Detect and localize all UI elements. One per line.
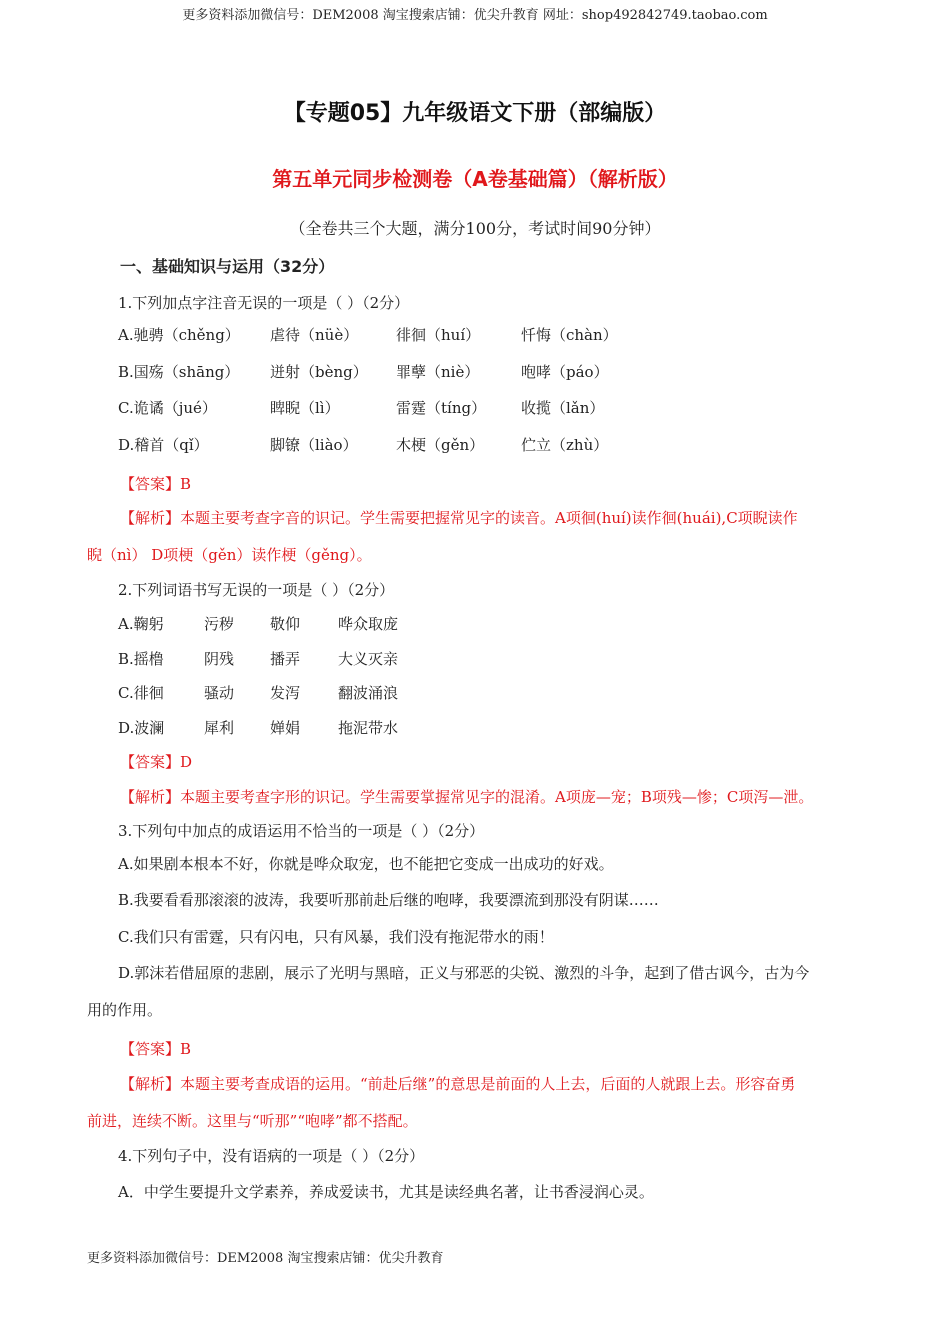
q1-option-a-2: 虐待（nüè） (270, 326, 359, 344)
q2-option-c-3: 发泻 (270, 684, 301, 702)
q4-option-a: A．中学生要提升文学素养，养成爱读书，尤其是读经典名著，让书香浸润心灵。 (118, 1183, 654, 1201)
q3-explanation-line2: 前进，连续不断。这里与“听那”“咆哮”都不搭配。 (87, 1112, 418, 1130)
q3-option-b: B.我要看看那滚滚的波涛，我要听那前赴后继的咆哮，我要漂流到那没有阴谋…… (118, 891, 659, 909)
q2-option-b-1: B.摇橹 (118, 650, 164, 668)
q1-option-d-2: 脚镣（liào） (270, 436, 358, 454)
q2-option-c-2: 骚动 (204, 684, 235, 702)
q3-option-d-line1: D.郭沫若借屈原的悲剧，展示了光明与黑暗，正义与邪恶的尖锐、激烈的斗争，起到了借古讽今，古为今 (118, 964, 810, 982)
q1-option-d-3: 木梗（gěn） (396, 436, 485, 454)
q1-option-a-1: A.驰骋（chěng） (118, 326, 240, 344)
q2-option-b-2: 阴残 (204, 650, 235, 668)
q2-answer: 【答案】D (120, 753, 193, 771)
document-subtitle: 第五单元同步检测卷（A卷基础篇）（解析版） (272, 167, 678, 191)
q2-option-d-4: 拖泥带水 (338, 719, 399, 737)
q1-option-d-1: D.稽首（qǐ） (118, 436, 209, 454)
q2-option-a-2: 污秽 (204, 615, 235, 633)
q2-explanation: 【解析】本题主要考查字形的识记。学生需要掌握常见字的混淆。A项庞—宠；B项残—惨；C项泻—泄。 (120, 788, 814, 806)
q1-option-c-1: C.诡谲（jué） (118, 399, 217, 417)
q2-option-a-4: 哗众取庞 (338, 615, 399, 633)
section-heading: 一、基础知识与运用（32分） (120, 257, 335, 276)
q1-answer: 【答案】B (120, 475, 192, 493)
q1-option-c-4: 收揽（lǎn） (521, 399, 605, 417)
q2-option-d-1: D.波澜 (118, 719, 165, 737)
q3-option-a: A.如果剧本根本不好，你就是哗众取宠，也不能把它变成一出成功的好戏。 (118, 855, 614, 873)
q2-option-d-3: 婵娟 (270, 719, 301, 737)
question-2-stem: 2.下列词语书写无误的一项是（ ）（2分） (118, 581, 395, 599)
q2-option-c-1: C.徘徊 (118, 684, 164, 702)
q2-option-a-1: A.鞠躬 (118, 615, 164, 633)
q1-option-b-3: 罪孽（niè） (396, 363, 480, 381)
question-1-stem: 1.下列加点字注音无误的一项是（ ）（2分） (118, 294, 410, 312)
q2-option-a-3: 敬仰 (270, 615, 301, 633)
q2-option-b-3: 播弄 (270, 650, 301, 668)
q1-option-d-4: 伫立（zhù） (521, 436, 609, 454)
q1-option-b-1: B.国殇（shāng） (118, 363, 240, 381)
q1-option-b-4: 咆哮（páo） (521, 363, 609, 381)
document-title: 【专题05】九年级语文下册（部编版） (283, 101, 667, 126)
q3-explanation-line1: 【解析】本题主要考查成语的运用。“前赴后继”的意思是前面的人上去，后面的人就跟上去。形容奋勇 (120, 1075, 796, 1093)
q1-explanation-line1: 【解析】本题主要考查字音的识记。学生需要把握常见字的读音。A项徊(huí)读作徊(huái),C项睨读作 (120, 509, 798, 527)
q2-option-b-4: 大义灭亲 (338, 650, 399, 668)
q1-option-c-3: 雷霆（tíng） (396, 399, 487, 417)
q1-option-c-2: 睥睨（lì） (270, 399, 340, 417)
question-3-stem: 3.下列句中加点的成语运用不恰当的一项是（ ）（2分） (118, 822, 485, 840)
q1-option-a-3: 徘徊（huí） (396, 326, 481, 344)
q1-explanation-line2: 睨（nì） D项梗（gěn）读作梗（gěng）。 (87, 546, 372, 564)
exam-note: （全卷共三个大题，满分100分，考试时间90分钟） (289, 219, 661, 238)
q2-option-d-2: 犀利 (204, 719, 235, 737)
page-footer: 更多资料添加微信号：DEM2008 淘宝搜索店铺：优尖升教育 (87, 1251, 444, 1266)
q3-option-d-line2: 用的作用。 (87, 1001, 163, 1019)
q1-option-b-2: 迸射（bèng） (270, 363, 368, 381)
page-header: 更多资料添加微信号：DEM2008 淘宝搜索店铺：优尖升教育 网址：shop492842749.taobao.com (182, 8, 768, 23)
question-4-stem: 4.下列句子中，没有语病的一项是（ ）（2分） (118, 1147, 425, 1165)
q2-option-c-4: 翻波涌浪 (338, 684, 399, 702)
q3-option-c: C.我们只有雷霆，只有闪电，只有风暴，我们没有拖泥带水的雨！ (118, 928, 554, 946)
q3-answer: 【答案】B (120, 1040, 192, 1058)
q1-option-a-4: 忏悔（chàn） (521, 326, 618, 344)
